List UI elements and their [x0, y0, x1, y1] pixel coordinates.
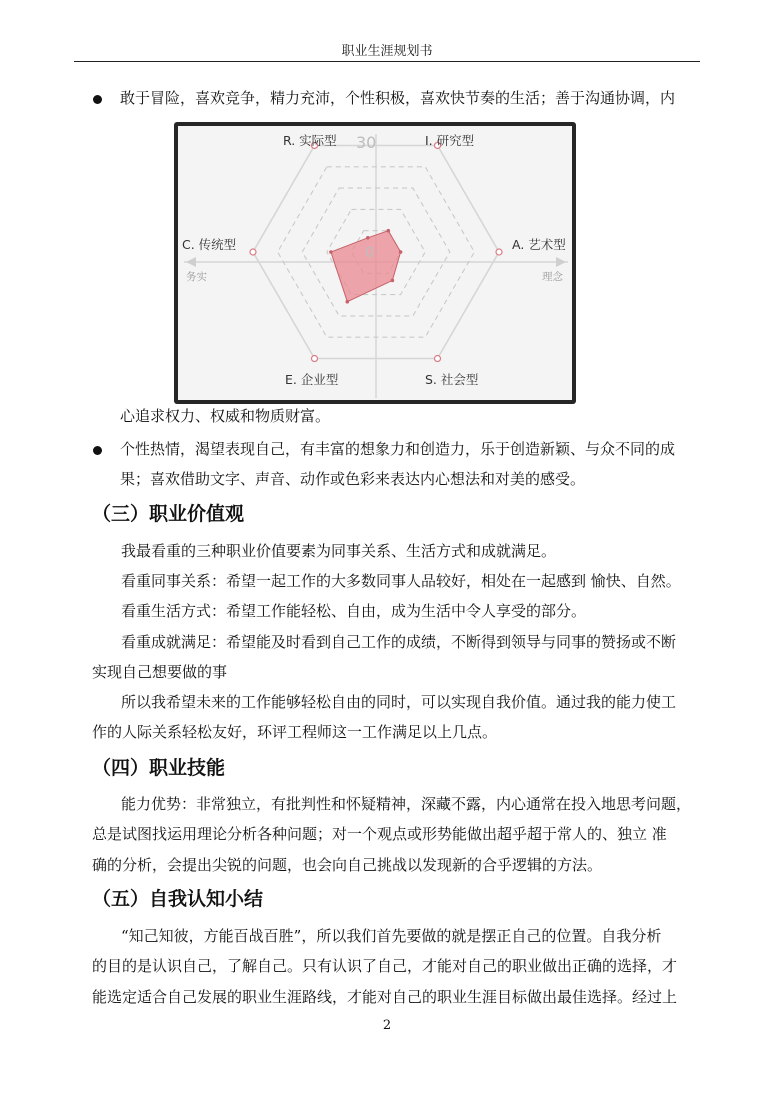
bullet-dot [93, 446, 102, 455]
section-3-paragraph: 所以我希望未来的工作能够轻松自由的同时，可以实现自我价值。通过我的能力使工 [121, 693, 677, 711]
side-label-left: 务实 [186, 271, 207, 283]
axis-vertex-marker [312, 356, 318, 362]
axis-vertex-marker [250, 249, 256, 255]
section-5-paragraph: 的目的是认识自己，了解自己。只有认识了自己，才能对自己的职业做出正确的选择，才 [92, 957, 678, 975]
radar-chart-frame [174, 122, 576, 404]
data-point [387, 229, 391, 233]
right-arrow-icon [556, 257, 566, 267]
data-area [331, 231, 401, 302]
data-point [399, 250, 403, 254]
section-3-paragraph: 实现自己想要做的事 [92, 663, 228, 681]
data-point [346, 300, 350, 304]
section-3-heading: （三）职业价值观 [92, 503, 245, 525]
bullet-2-line-2: 果；喜欢借助文字、声音、动作或色彩来表达内心想法和对美的感受。 [120, 470, 586, 488]
section-3-paragraph: 我最看重的三种职业价值要素为同事关系、生活方式和成就满足。 [121, 542, 557, 560]
section-3-paragraph: 看重同事关系：希望一起工作的大多数同事人品较好，相处在一起感到 愉快、自然。 [121, 572, 681, 590]
scale-max-label: 30 [356, 133, 377, 152]
axis-label: I. 研究型 [425, 133, 475, 148]
section-4-paragraph: 能力优势：非常独立，有批判性和怀疑精神，深藏不露，内心通常在投入地思考问题， [121, 795, 692, 813]
page-header: 职业生涯规划书 [341, 44, 433, 59]
axis-label: S. 社会型 [425, 372, 479, 387]
section-3-paragraph: 作的人际关系轻松友好，环评工程师这一工作满足以上几点。 [92, 723, 498, 741]
axis-vertex-marker [496, 249, 502, 255]
bullet-1-line-2: 心追求权力、权威和物质财富。 [120, 407, 331, 425]
bullet-dot [93, 95, 102, 104]
section-4-heading: （四）职业技能 [92, 757, 226, 779]
axis-label: C. 传统型 [182, 237, 237, 252]
section-4-paragraph: 总是试图找运用理论分析各种问题；对一个观点或形势能做出超乎超于常人的、独立 准 [92, 825, 667, 843]
section-4-paragraph: 确的分析，会提出尖锐的问题，也会向自己挑战以发现新的合乎逻辑的方法。 [92, 856, 603, 874]
scale-min-label: 0 [365, 245, 374, 261]
axis-label: R. 实际型 [283, 133, 337, 148]
radar-chart [178, 126, 572, 400]
page-number: 2 [382, 1018, 392, 1033]
section-5-paragraph: “知己知彼，方能百战百胜”，所以我们首先要做的就是摆正自己的位置。自我分析 [121, 927, 662, 945]
section-3-paragraph: 看重生活方式：希望工作能轻松、自由，成为生活中令人享受的部分。 [121, 602, 587, 620]
data-point [366, 236, 370, 240]
axis-label: E. 企业型 [285, 372, 339, 387]
axis-vertex-marker [435, 356, 441, 362]
section-3-paragraph: 看重成就满足：希望能及时看到自己工作的成绩，不断得到领导与同事的赞扬或不断 [121, 633, 677, 651]
radar-chart-svg [178, 126, 572, 400]
side-label-right: 理念 [542, 271, 563, 283]
section-5-heading: （五）自我认知小结 [92, 888, 264, 910]
section-5-paragraph: 能选定适合自己发展的职业生涯路线，才能对自己的职业生涯目标做出最佳选择。经过上 [92, 988, 678, 1006]
bullet-1-line-1: 敢于冒险，喜欢竞争，精力充沛，个性积极，喜欢快节奏的生活；善于沟通协调，内 [120, 89, 676, 107]
axis-label: A. 艺术型 [512, 237, 566, 252]
bullet-2-line-1: 个性热情，渴望表现自己，有丰富的想象力和创造力，乐于创造新颖、与众不同的成 [120, 440, 676, 458]
data-point [391, 279, 395, 283]
header-rule [74, 61, 700, 62]
data-point [329, 250, 333, 254]
left-arrow-icon [186, 257, 196, 267]
